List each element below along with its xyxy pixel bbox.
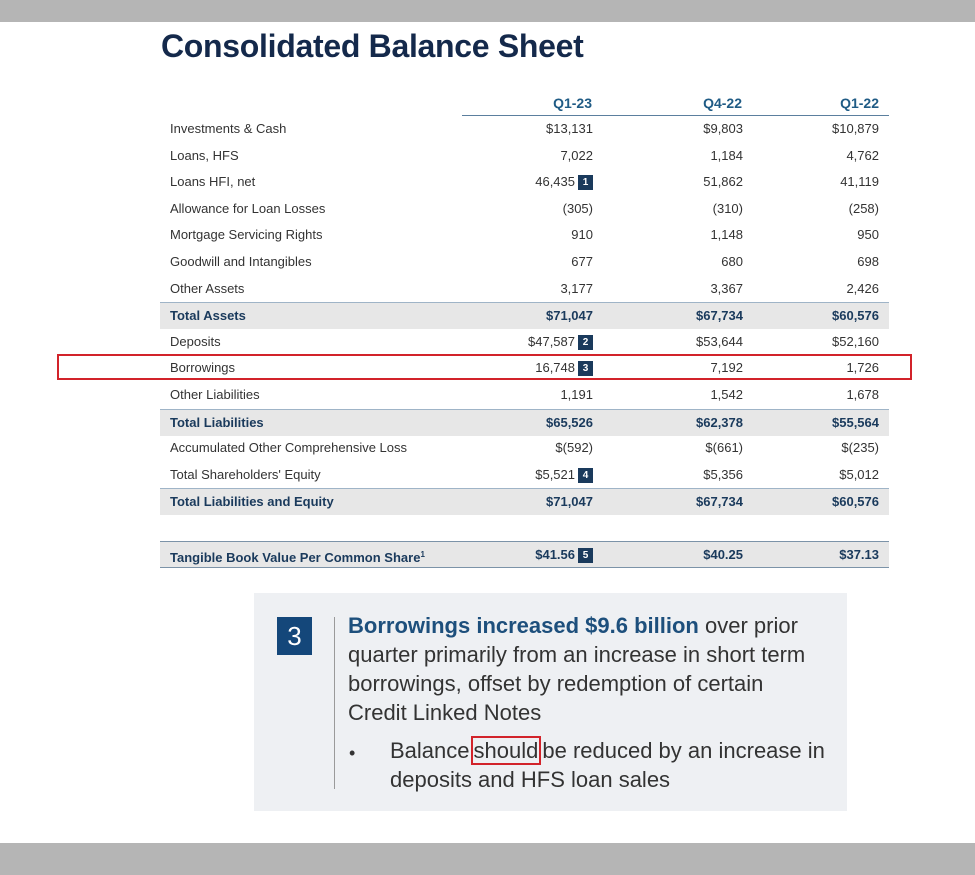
row-label: Total Liabilities <box>170 415 264 430</box>
row-value: 1,678 <box>846 387 879 402</box>
bullet-icon: • <box>349 743 356 763</box>
row-label: Loans HFI, net <box>170 174 256 189</box>
row-value: 1,191 <box>560 387 593 402</box>
column-header-q1-23: Q1-23 <box>553 95 592 111</box>
column-header-q4-22: Q4-22 <box>703 95 742 111</box>
row-value: $(235) <box>841 440 879 455</box>
table-row <box>160 462 889 488</box>
row-value: $67,734 <box>696 308 743 323</box>
row-label: Other Assets <box>170 281 245 296</box>
footnote-badge: 2 <box>578 335 593 350</box>
row-value: 950 <box>857 227 879 242</box>
row-value: $71,047 <box>546 308 593 323</box>
row-value: 1,726 <box>846 360 879 375</box>
row-value: $53,644 <box>696 334 743 349</box>
column-header-q1-22: Q1-22 <box>840 95 879 111</box>
table-row <box>160 488 889 515</box>
note-divider <box>334 617 335 789</box>
row-value: 677 <box>571 254 593 269</box>
row-value: $62,378 <box>696 415 743 430</box>
row-value: 1,148 <box>710 227 743 242</box>
row-value: $60,576 <box>832 308 879 323</box>
row-value: 1,184 <box>710 148 743 163</box>
row-value: $55,564 <box>832 415 879 430</box>
row-value: 1,542 <box>710 387 743 402</box>
row-value: $5,356 <box>703 467 743 482</box>
row-label: Goodwill and Intangibles <box>170 254 312 269</box>
row-value: 680 <box>721 254 743 269</box>
row-value: 3,177 <box>560 281 593 296</box>
table-row <box>160 329 889 355</box>
row-value: 698 <box>857 254 879 269</box>
top-border-band <box>0 0 975 22</box>
tbv-value-q4-22: $40.25 <box>703 547 743 562</box>
row-value: 41,119 <box>840 174 879 189</box>
row-label: Loans, HFS <box>170 148 239 163</box>
should-highlight-box: should <box>471 736 542 765</box>
tbv-bottom-rule <box>160 567 889 568</box>
row-value: $60,576 <box>832 494 879 509</box>
row-value: (310) <box>712 201 743 216</box>
row-label: Mortgage Servicing Rights <box>170 227 323 242</box>
row-label: Total Assets <box>170 308 246 323</box>
row-value: $9,803 <box>703 121 743 136</box>
footnote-badge: 4 <box>578 468 593 483</box>
row-value: 16,748 3 <box>535 355 593 381</box>
table-row <box>160 435 889 461</box>
row-label: Allowance for Loan Losses <box>170 201 326 216</box>
row-value: 910 <box>571 227 593 242</box>
row-label: Total Shareholders' Equity <box>170 467 321 482</box>
table-row <box>160 222 889 248</box>
row-label: Investments & Cash <box>170 121 287 136</box>
table-row <box>160 143 889 169</box>
row-value: 3,367 <box>710 281 743 296</box>
row-value: 51,862 <box>703 174 743 189</box>
row-value: 7,022 <box>560 148 593 163</box>
row-label: Total Liabilities and Equity <box>170 494 334 509</box>
table-row <box>160 169 889 195</box>
row-value: 4,762 <box>846 148 879 163</box>
row-value: $5,012 <box>839 467 879 482</box>
row-value: 7,192 <box>710 360 743 375</box>
row-value: $(661) <box>705 440 743 455</box>
footnote-badge-5: 5 <box>578 548 593 563</box>
tbv-value-q1-23: $41.56 5 <box>535 542 593 568</box>
table-row <box>160 116 889 142</box>
table-row <box>160 302 889 329</box>
row-value: 2,426 <box>846 281 879 296</box>
page-title: Consolidated Balance Sheet <box>161 28 584 64</box>
row-value: (305) <box>562 201 593 216</box>
footnote-badge: 3 <box>578 361 593 376</box>
borrowings-highlight-box <box>57 354 912 380</box>
note-bullet-text: Balance should be reduced by an increase in deposits and HFS loan sales <box>390 738 825 792</box>
row-label: Accumulated Other Comprehensive Loss <box>170 440 408 455</box>
table-row <box>160 382 889 408</box>
row-value: $10,879 <box>832 121 879 136</box>
table-row <box>160 409 889 436</box>
row-value: $13,131 <box>546 121 593 136</box>
row-value: (258) <box>848 201 879 216</box>
note-callout <box>254 593 847 811</box>
tbv-value-q1-22: $37.13 <box>839 547 879 562</box>
tbv-row <box>160 542 889 568</box>
table-row <box>160 249 889 275</box>
row-value: $5,521 4 <box>535 462 593 488</box>
bottom-border-band <box>0 843 975 875</box>
row-label: Deposits <box>170 334 221 349</box>
row-value: $65,526 <box>546 415 593 430</box>
row-value: $(592) <box>555 440 593 455</box>
table-row <box>160 196 889 222</box>
tbv-label: Tangible Book Value Per Common Share$^1$ <box>170 550 425 565</box>
note-number-badge: 3 <box>277 617 312 655</box>
footnote-badge: 1 <box>578 175 593 190</box>
table-row <box>160 276 889 302</box>
note-headline: Borrowings increased $9.6 billion over prior quarter primarily from an increase in short term borrowings, offset by redemption of certain Credit Linked Notes <box>348 613 806 725</box>
row-value: $52,160 <box>832 334 879 349</box>
row-label: Other Liabilities <box>170 387 260 402</box>
row-label: Borrowings <box>170 360 236 375</box>
row-value: $47,587 2 <box>528 329 593 355</box>
row-value: $67,734 <box>696 494 743 509</box>
row-value: $71,047 <box>546 494 593 509</box>
row-value: 46,435 1 <box>535 169 593 195</box>
